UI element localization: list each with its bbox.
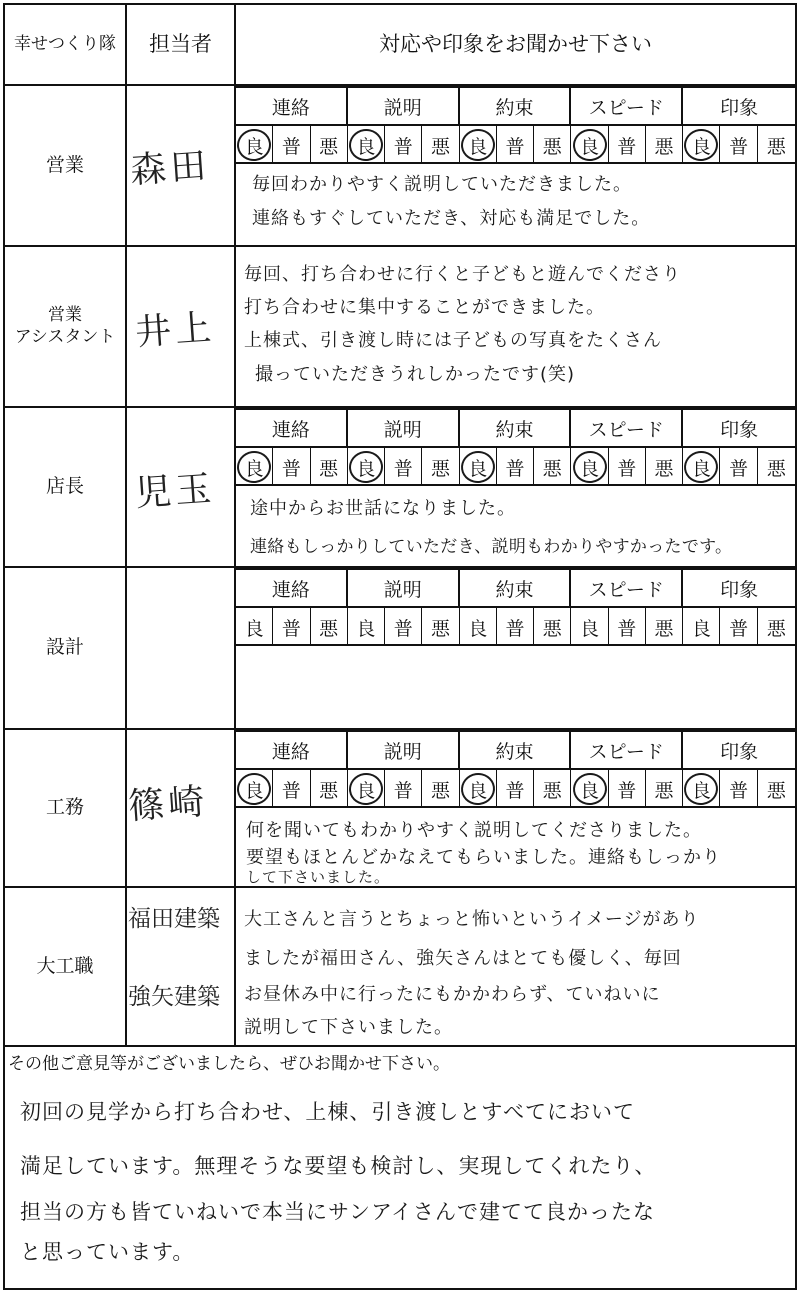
header-team: 幸せつくり隊 <box>14 33 116 54</box>
opt-good[interactable]: 良 <box>348 608 385 646</box>
opt-bad[interactable]: 悪 <box>534 608 571 646</box>
role-sales: 営業 <box>45 153 84 176</box>
opt-good[interactable]: 良 <box>348 448 385 486</box>
opt-good[interactable]: 良 <box>571 126 608 164</box>
comment-assistant-line-1: 毎回、打ち合わせに行くと子どもと遊んでくださり <box>244 264 681 285</box>
opt-good[interactable]: 良 <box>460 770 497 808</box>
header-staff: 担当者 <box>149 32 212 57</box>
divider-team-staff <box>125 3 127 1045</box>
opt-good[interactable]: 良 <box>460 126 497 164</box>
opt-bad[interactable]: 悪 <box>646 608 683 646</box>
opt-good[interactable]: 良 <box>683 608 720 646</box>
opt-bad[interactable]: 悪 <box>311 448 348 486</box>
cat-impression: 印象 <box>683 410 795 448</box>
comment-manager-line-2: 連絡もしっかりしていただき、説明もわかりやすかったです。 <box>250 537 733 557</box>
staff-shinozaki: 篠崎 <box>126 781 210 828</box>
comment-carpenter-line-3: お昼休み中に行ったにもかかわらず、ていねいに <box>244 984 661 1005</box>
comment-carpenter-line-2: ましたが福田さん、強矢さんはとても優しく、毎回 <box>244 948 682 969</box>
opt-average[interactable]: 普 <box>273 608 310 646</box>
opt-average[interactable]: 普 <box>609 608 646 646</box>
rating-grid-sales <box>234 86 797 164</box>
rating-grid-construction <box>234 730 797 808</box>
cat-impression: 印象 <box>683 570 795 608</box>
cat-explanation: 説明 <box>348 410 460 448</box>
opt-good[interactable]: 良 <box>236 448 273 486</box>
opt-average[interactable]: 普 <box>609 448 646 486</box>
opt-bad[interactable]: 悪 <box>646 126 683 164</box>
opt-average[interactable]: 普 <box>497 608 534 646</box>
opt-bad[interactable]: 悪 <box>534 448 571 486</box>
opt-average[interactable]: 普 <box>385 448 422 486</box>
opt-good[interactable]: 良 <box>236 608 273 646</box>
rating-grid-design <box>234 568 797 646</box>
opt-average[interactable]: 普 <box>385 608 422 646</box>
cat-promise: 約束 <box>460 570 572 608</box>
cat-contact: 連絡 <box>236 732 348 770</box>
opt-bad[interactable]: 悪 <box>646 770 683 808</box>
cat-speed: スピード <box>571 570 683 608</box>
opt-good[interactable]: 良 <box>460 448 497 486</box>
header-feedback: 対応や印象をお聞かせ下さい <box>379 32 652 57</box>
opt-good[interactable]: 良 <box>460 608 497 646</box>
cat-contact: 連絡 <box>236 410 348 448</box>
opt-average[interactable]: 普 <box>273 126 310 164</box>
staff-inoue: 井上 <box>133 307 217 354</box>
opt-average[interactable]: 普 <box>720 126 757 164</box>
comment-construction-line-3: して下さいました。 <box>246 868 391 886</box>
frame-bottom <box>3 1288 797 1290</box>
cat-explanation: 説明 <box>348 88 460 126</box>
other-comments-label: その他ご意見等がございましたら、ぜひお聞かせ下さい。 <box>8 1054 450 1074</box>
opt-average[interactable]: 普 <box>497 126 534 164</box>
cat-speed: スピード <box>571 410 683 448</box>
opt-average[interactable]: 普 <box>497 770 534 808</box>
cat-impression: 印象 <box>683 88 795 126</box>
opt-average[interactable]: 普 <box>273 770 310 808</box>
cat-promise: 約束 <box>460 732 572 770</box>
opt-good[interactable]: 良 <box>683 448 720 486</box>
cat-speed: スピード <box>571 88 683 126</box>
staff-suneya-kenchiku: 強矢建築 <box>128 984 220 1010</box>
opt-average[interactable]: 普 <box>497 448 534 486</box>
role-carpenter: 大工職 <box>36 954 94 977</box>
opt-bad[interactable]: 悪 <box>311 608 348 646</box>
comment-assistant-line-4: 撮っていただきうれしかったです(笑) <box>255 364 576 385</box>
opt-bad[interactable]: 悪 <box>422 448 459 486</box>
opt-bad[interactable]: 悪 <box>646 448 683 486</box>
role-construction: 工務 <box>45 796 84 819</box>
row-line-6 <box>3 1045 797 1047</box>
other-comment-line-4: と思っています。 <box>20 1240 195 1264</box>
opt-good[interactable]: 良 <box>683 770 720 808</box>
opt-average[interactable]: 普 <box>609 770 646 808</box>
cat-promise: 約束 <box>460 410 572 448</box>
opt-bad[interactable]: 悪 <box>766 779 786 802</box>
opt-bad[interactable]: 悪 <box>311 770 348 808</box>
cat-explanation: 説明 <box>348 732 460 770</box>
opt-bad[interactable]: 悪 <box>766 457 786 480</box>
cat-impression: 印象 <box>683 732 795 770</box>
staff-kodama: 児玉 <box>133 468 217 515</box>
opt-good[interactable]: 良 <box>348 770 385 808</box>
staff-morita: 森田 <box>128 145 212 192</box>
opt-good[interactable]: 良 <box>571 770 608 808</box>
comment-assistant-line-3: 上棟式、引き渡し時には子どもの写真をたくさん <box>244 330 662 351</box>
opt-average[interactable]: 普 <box>720 770 757 808</box>
opt-bad[interactable]: 悪 <box>311 126 348 164</box>
comment-carpenter-line-1: 大工さんと言うとちょっと怖いというイメージがあり <box>244 909 700 930</box>
comment-manager-line-1: 途中からお世話になりました。 <box>250 498 516 519</box>
opt-average[interactable]: 普 <box>609 126 646 164</box>
opt-good[interactable]: 良 <box>571 448 608 486</box>
cat-explanation: 説明 <box>348 570 460 608</box>
other-comment-line-1: 初回の見学から打ち合わせ、上棟、引き渡しとすべてにおいて <box>20 1100 635 1124</box>
role-store-manager: 店長 <box>45 475 84 498</box>
opt-average[interactable]: 普 <box>720 608 757 646</box>
cat-contact: 連絡 <box>236 570 348 608</box>
opt-bad[interactable]: 悪 <box>422 770 459 808</box>
opt-average[interactable]: 普 <box>273 448 310 486</box>
opt-bad[interactable]: 悪 <box>422 126 459 164</box>
cat-contact: 連絡 <box>236 88 348 126</box>
opt-average[interactable]: 普 <box>385 126 422 164</box>
cat-speed: スピード <box>571 732 683 770</box>
role-design: 設計 <box>45 636 84 659</box>
comment-sales-line-2: 連絡もすぐしていただき、対応も満足でした。 <box>252 208 651 229</box>
role-sales-assistant: 営業 アシスタント <box>14 305 116 347</box>
rating-grid-store-manager <box>234 408 797 486</box>
opt-average[interactable]: 普 <box>385 770 422 808</box>
cat-promise: 約束 <box>460 88 572 126</box>
staff-fukuda-kenchiku: 福田建築 <box>128 906 220 932</box>
opt-good[interactable]: 良 <box>683 126 720 164</box>
opt-bad[interactable]: 悪 <box>534 770 571 808</box>
comment-construction-line-2: 要望もほとんどかなえてもらいました。連絡もしっかり <box>246 847 721 868</box>
opt-average[interactable]: 普 <box>720 448 757 486</box>
opt-bad[interactable]: 悪 <box>766 135 786 158</box>
opt-bad[interactable]: 悪 <box>422 608 459 646</box>
opt-bad[interactable]: 悪 <box>534 126 571 164</box>
opt-good[interactable]: 良 <box>236 770 273 808</box>
opt-good[interactable]: 良 <box>236 126 273 164</box>
other-comment-line-3: 担当の方も皆ていねいで本当にサンアイさんで建てて良かったな <box>20 1200 656 1224</box>
opt-good[interactable]: 良 <box>571 608 608 646</box>
opt-bad[interactable]: 悪 <box>766 617 786 640</box>
comment-construction-line-1: 何を聞いてもわかりやすく説明してくださりました。 <box>246 820 702 841</box>
opt-good[interactable]: 良 <box>348 126 385 164</box>
comment-carpenter-line-4: 説明して下さいました。 <box>244 1017 453 1038</box>
comment-assistant-line-2: 打ち合わせに集中することができました。 <box>244 297 605 318</box>
comment-sales-line-1: 毎回わかりやすく説明していただきました。 <box>252 174 632 195</box>
other-comment-line-2: 満足しています。無理そうな要望も検討し、実現してくれたり、 <box>20 1154 657 1178</box>
